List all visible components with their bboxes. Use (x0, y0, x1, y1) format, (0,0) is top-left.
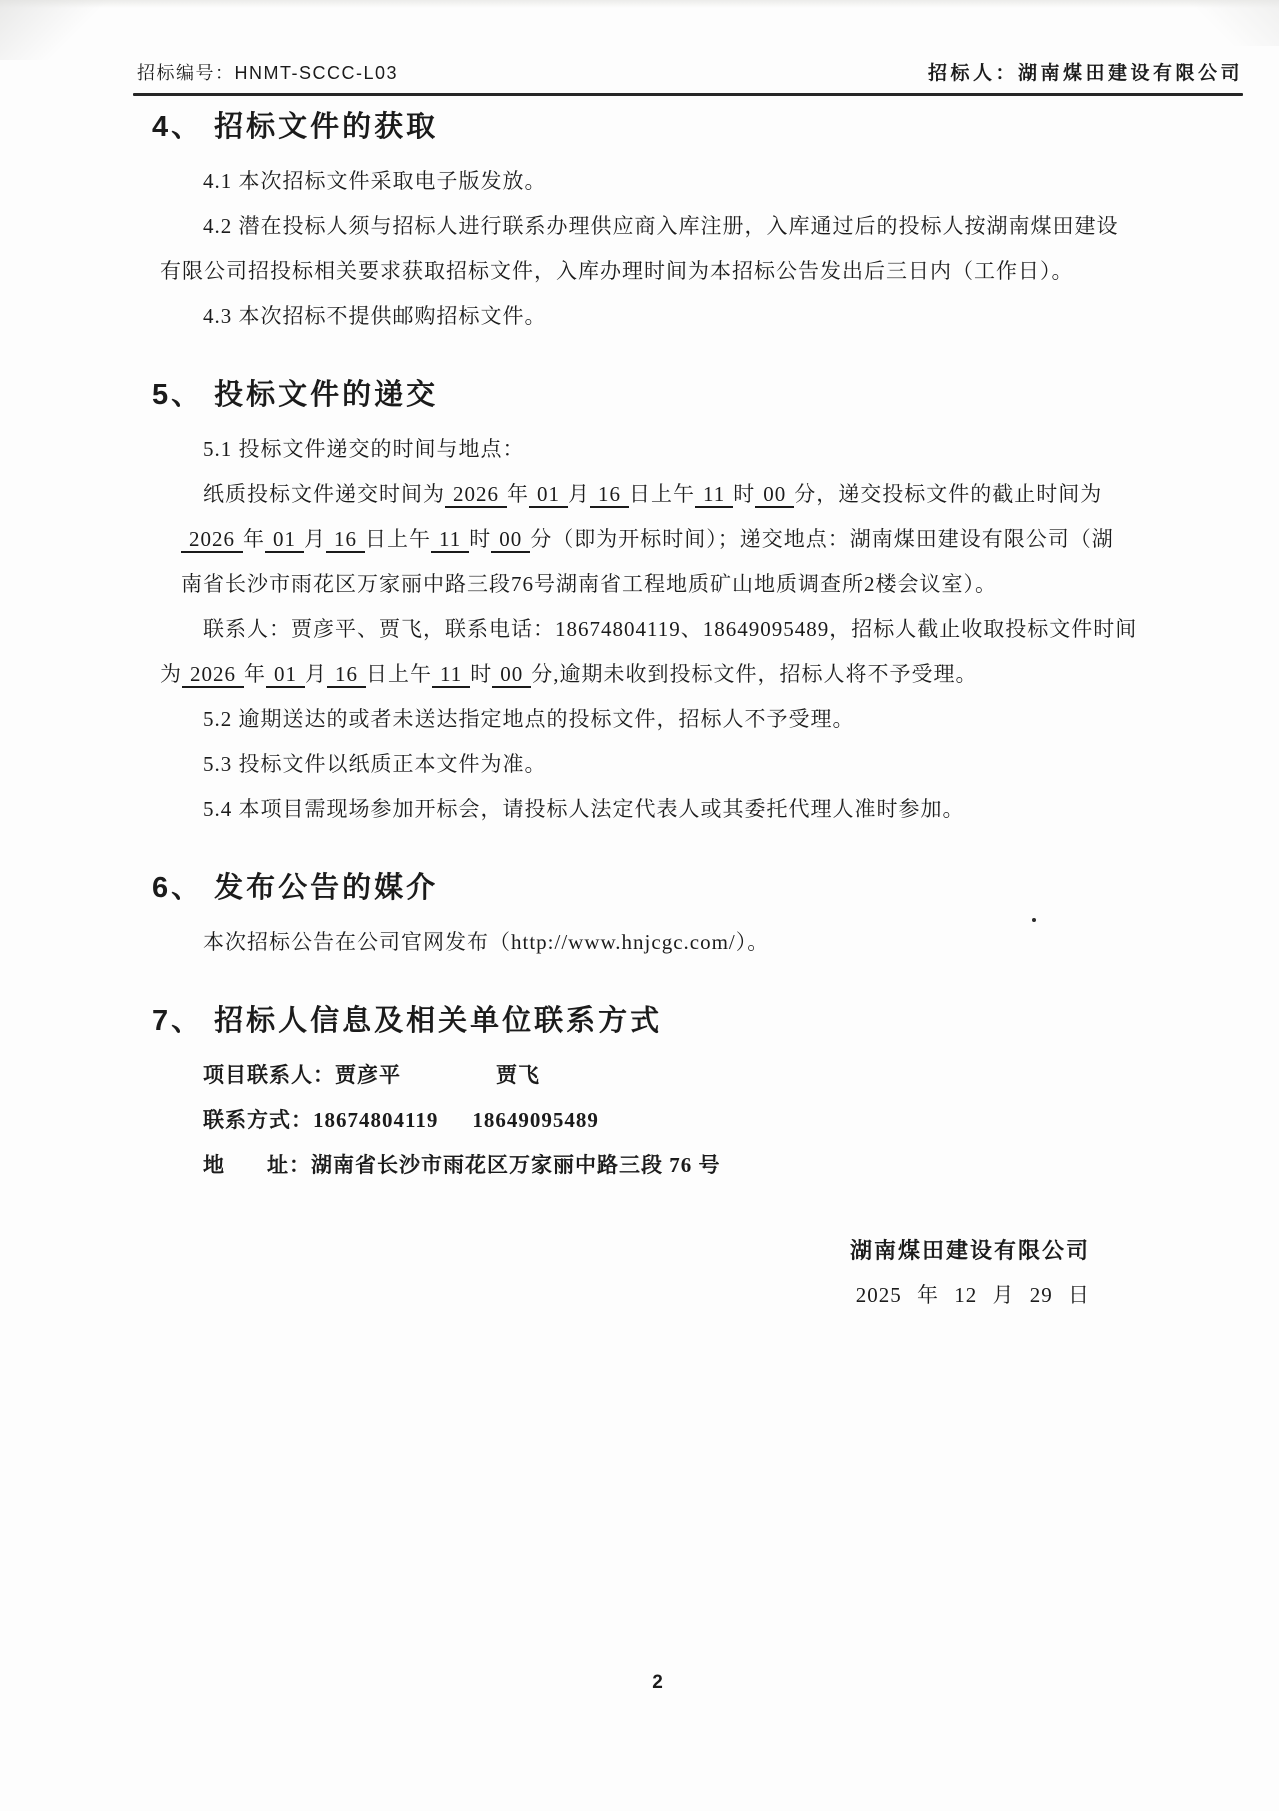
underlined-blank: 11 (431, 527, 469, 553)
page-number: 2 (652, 1672, 663, 1693)
paragraph-line (160, 920, 1180, 965)
underlined-blank: 2026 (181, 527, 243, 553)
section-heading: 7、 招标人信息及相关单位联系方式 (152, 1005, 663, 1037)
paragraph-line (160, 652, 1180, 697)
scan-edge-shading (0, 0, 1279, 8)
text-run: 分,逾期未收到投标文件，招标人将不予受理。 (531, 662, 978, 686)
text-run: 日上午 (366, 662, 432, 686)
scan-corner-shading-right (1169, 0, 1279, 46)
section-5 (152, 373, 1180, 832)
text-run: 年 (244, 662, 266, 686)
signature-block (160, 1228, 1180, 1318)
section-heading: 4、 招标文件的获取 (152, 111, 439, 143)
paragraph-line (160, 427, 1180, 472)
text-run: 址：湖南省长沙市雨花区万家丽中路三段 76 号 (267, 1153, 721, 1177)
text-run: 5.1 投标文件递交的时间与地点： (203, 437, 525, 461)
text-run: 贾飞 (496, 1063, 540, 1087)
text-run: 日上午 (365, 527, 431, 551)
underlined-blank: 00 (755, 482, 794, 508)
paragraph-line (160, 1098, 1180, 1143)
underlined-blank: 11 (695, 482, 733, 508)
section-heading: 5、 投标文件的递交 (152, 379, 439, 411)
page-footer (0, 1672, 1279, 1694)
text-run: 月 (304, 527, 326, 551)
text-run: 年 (507, 482, 529, 506)
underlined-blank: 00 (492, 662, 531, 688)
underlined-blank: 01 (266, 662, 305, 688)
paragraph-line (160, 562, 1180, 607)
paragraph-line (160, 697, 1180, 742)
text-run: 分（即为开标时间）；递交地点：湖南煤田建设有限公司（湖 (530, 527, 1114, 551)
text-run: 时 (733, 482, 756, 506)
section-4 (152, 105, 1180, 339)
paragraph-line (160, 1053, 1180, 1098)
underlined-blank: 00 (491, 527, 530, 553)
document-body (152, 97, 1180, 1318)
tender-number-value: HNMT-SCCC-L03 (234, 63, 399, 83)
text-run: 日上午 (629, 482, 695, 506)
text-run: 18649095489 (472, 1108, 599, 1132)
text-run: 南省长沙市雨花区万家丽中路三段76号湖南省工程地质矿山地质调查所2楼会议室）。 (181, 572, 997, 596)
paragraph-line (160, 294, 1180, 339)
scan-artifact-dot (1032, 918, 1036, 922)
text-run: 时 (469, 527, 492, 551)
underlined-blank: 16 (326, 527, 365, 553)
text-run: 项目联系人：贾彦平 (203, 1063, 401, 1087)
text-run: 纸质投标文件递交时间为 (203, 482, 445, 506)
paragraph-line (160, 472, 1180, 517)
text-run: 5.3 投标文件以纸质正本文件为准。 (203, 752, 547, 776)
underlined-blank: 11 (432, 662, 470, 688)
text-run: 5.4 本项目需现场参加开标会，请投标人法定代表人或其委托代理人准时参加。 (203, 797, 965, 821)
tender-number-label: 招标编号： (137, 63, 235, 83)
paragraph-line (160, 1143, 1180, 1188)
tenderer-label: 招标人： (927, 63, 1018, 84)
underlined-blank: 2026 (182, 662, 244, 688)
underlined-blank: 16 (327, 662, 366, 688)
text-run: 5.2 逾期送达的或者未送达指定地点的投标文件，招标人不予受理。 (203, 707, 855, 731)
text-run: 年 (243, 527, 265, 551)
section-6 (152, 866, 1180, 965)
text-run: 4.3 本次招标不提供邮购招标文件。 (203, 304, 547, 328)
header-tenderer (928, 58, 1243, 85)
text-run: 本次招标公告在公司官网发布（http://www.hnjcgc.com/）。 (203, 930, 770, 954)
paragraph-line (160, 204, 1180, 249)
underlined-blank: 01 (529, 482, 568, 508)
text-run: 分，递交投标文件的截止时间为 (794, 482, 1103, 506)
text-run: 月 (568, 482, 590, 506)
underlined-blank: 16 (590, 482, 629, 508)
text-run: 月 (305, 662, 327, 686)
text-run: 4.2 潜在投标人须与招标人进行联系办理供应商入库注册，入库通过后的投标人按湖南煤田建设 (203, 214, 1119, 238)
underlined-blank: 01 (265, 527, 304, 553)
page-header (137, 58, 1243, 85)
text-run: 地 (203, 1153, 225, 1177)
paragraph-line (160, 742, 1180, 787)
section-7 (152, 999, 1180, 1188)
section-heading: 6、 发布公告的媒介 (152, 872, 439, 904)
header-tender-number (137, 59, 398, 85)
underlined-blank: 2026 (445, 482, 507, 508)
text-run: 4.1 本次招标文件采取电子版发放。 (203, 169, 547, 193)
signature-date: 2025 年 12 月 29 日 (855, 1283, 1090, 1307)
paragraph-line (160, 607, 1180, 652)
text-run: 联系方式：18674804119 (203, 1108, 439, 1132)
header-rule (133, 93, 1243, 96)
paragraph-line (160, 517, 1180, 562)
text-run: 时 (470, 662, 493, 686)
paragraph-line (160, 787, 1180, 832)
text-run: 联系人：贾彦平、贾飞，联系电话：18674804119、18649095489，招标人截止收取投标文件时间 (203, 617, 1138, 641)
paragraph-line (160, 159, 1180, 204)
tenderer-value: 湖南煤田建设有限公司 (1017, 63, 1243, 84)
paragraph-line (160, 249, 1180, 294)
signature-company: 湖南煤田建设有限公司 (849, 1238, 1090, 1263)
text-run: 有限公司招投标相关要求获取招标文件，入库办理时间为本招标公告发出后三日内（工作日）。 (160, 259, 1074, 283)
scan-corner-shading-left (0, 0, 140, 60)
text-run: 为 (160, 662, 182, 686)
